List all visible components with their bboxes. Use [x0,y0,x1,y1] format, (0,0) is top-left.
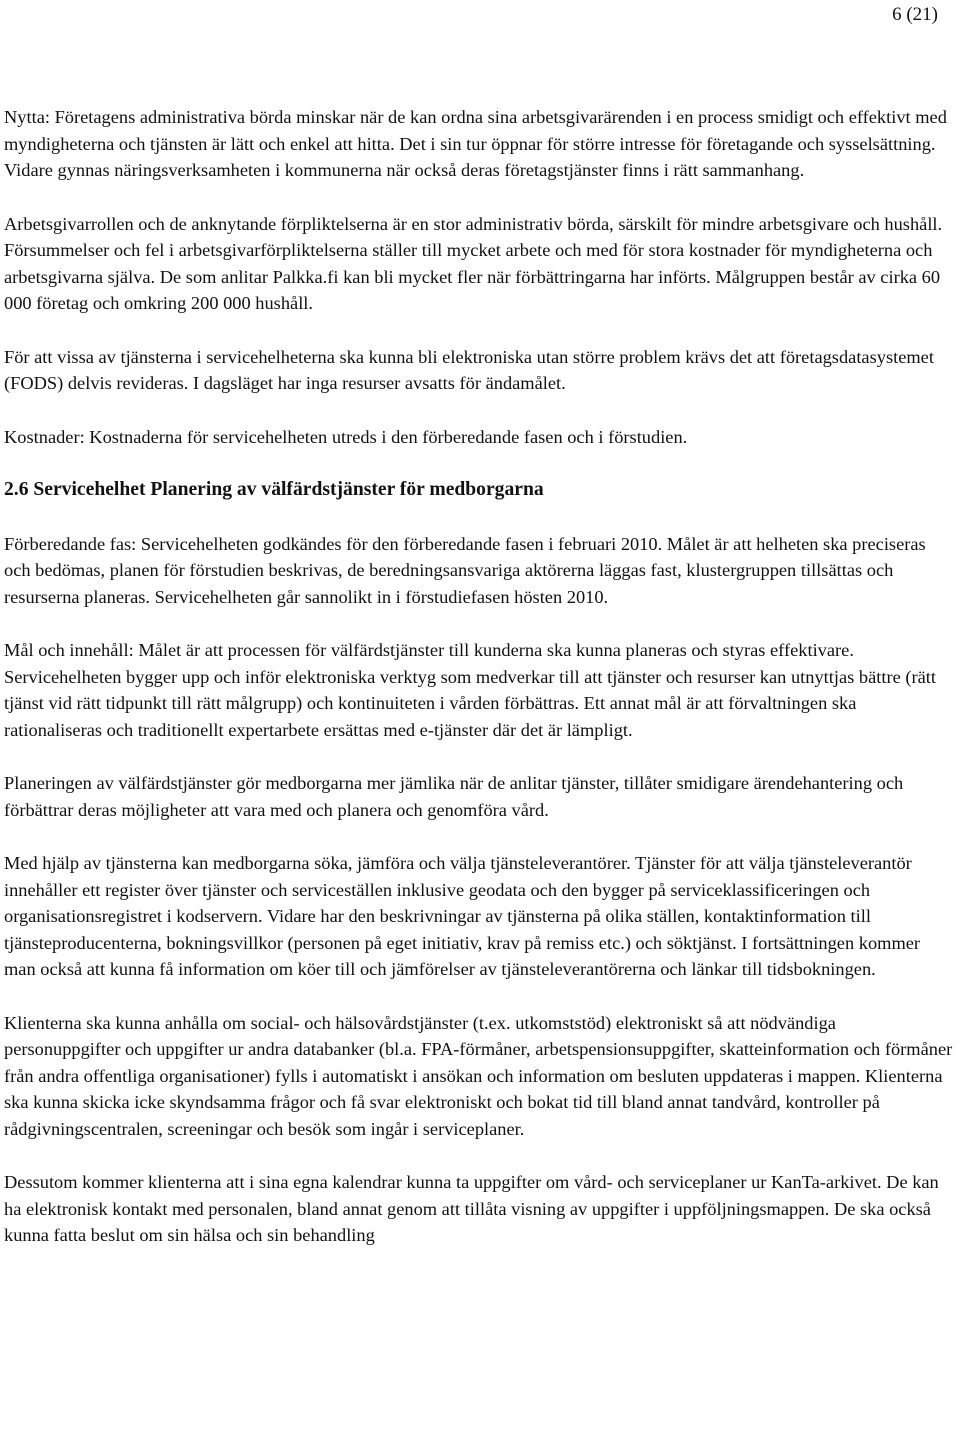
paragraph-arbetsgivarrollen: Arbetsgivarrollen och de anknytande förpliktelserna är en stor administrativ börda, särskilt för mindre arbetsgivare och hushåll. Försummelser och fel i arbetsgivarförpliktelserna ställer till mycket arbete och med för stora kostnader för myndigheterna och arbetsgivarna själva. De som anlitar Palkka.fi kan bli mycket fler när förbättringarna har införts. Målgruppen består av cirka 60 000 företag och omkring 200 000 hushåll. [4,213,943,313]
paragraph-kostnader: Kostnader: Kostnaderna för servicehelheten utreds i den förberedande fasen och i förstudien. [4,426,688,447]
paragraph-forberedande-fas: Förberedande fas: Servicehelheten godkändes för den förberedande fasen i februari 2010. Målet är att helheten ska preciseras och bedömas, planen för förstudien beskrivas, de beredningsansvariga aktörerna läggas fast, klustergruppen tillsättas och resurserna planeras. Servicehelheten går sannolikt in i förstudiefasen hösten 2010. [4,533,926,607]
paragraph-nytta: Nytta: Företagens administrativa börda minskar när de kan ordna sina arbetsgivarärenden i en process smidigt och effektivt med myndigheterna och tjänsten är lätt och enkel att hitta. Det i sin tur öppnar för större intresse för företagande och sysselsättning. Vidare gynnas näringsverksamheten i kommunerna när också deras företagstjänster finns i rätt sammanhang. [4,107,947,180]
document-body [4,104,956,1249]
paragraph-fods: För att vissa av tjänsterna i servicehelheterna ska kunna bli elektroniska utan större problem krävs det att företagsdatasystemet (FODS) delvis revideras. I dagsläget har inga resurser avsatts för ändamålet. [4,346,934,393]
page-number: 6 (21) [892,4,938,25]
paragraph-mal-och-innehall: Mål och innehåll: Målet är att processen för välfärdstjänster till kunderna ska kunna planeras och styras effektivare. Servicehelheten bygger upp och inför elektroniska verktyg som medverkar till att tjänster och resurser kan utnyttjas bättre (rätt tjänst vid rätt tidpunkt till rätt målgrupp) och kontinuiteten i vården förbättras. Ett annat mål är att förvaltningen ska rationaliseras och traditionellt expertarbete ersättas med e-tjänster där det är lämpligt. [4,640,936,740]
paragraph-planeringen: Planeringen av välfärdstjänster gör medborgarna mer jämlika när de anlitar tjänster, tillåter smidigare ärendehantering och förbättrar deras möjligheter att vara med och planera och genomföra vård. [4,773,904,820]
section-heading: 2.6 Servicehelhet Planering av välfärdstjänster för medborgarna [4,479,544,500]
paragraph-klienterna: Klienterna ska kunna anhålla om social- och hälsovårdstjänster (t.ex. utkomststöd) elektroniskt så att nödvändiga personuppgifter och uppgifter ur andra databanker (bl.a. FPA-förmåner, arbetspensionsuppgifter, skatteinformation och förmåner från andra offentliga organisationer) fylls i automatiskt i ansökan och information om besluten uppdateras i mappen. Klienterna ska kunna skicka icke skyndsamma frågor och få svar elektroniskt och bokat tid till bland annat tandvård, kontroller på rådgivningscentralen, screeningar och besök som ingår i serviceplaner. [4,1012,953,1139]
paragraph-med-hjalp: Med hjälp av tjänsterna kan medborgarna söka, jämföra och välja tjänsteleverantörer. Tjänster för att välja tjänsteleverantör innehåller ett register över tjänster och serviceställen inklusive geodata och den bygger på serviceklassificeringen och organisationsregistret i kodservern. Vidare har den beskrivningar av tjänsterna på olika ställen, kontaktinformation till tjänsteproducenterna, bokningsvillkor (personen på eget initiativ, krav på remiss etc.) och söktjänst. I fortsättningen kommer man också att kunna få information om köer till och jämförelser av tjänsteleverantörerna och länkar till tidsbokningen. [4,853,921,979]
paragraph-dessutom: Dessutom kommer klienterna att i sina egna kalendrar kunna ta uppgifter om vård- och serviceplaner ur KanTa-arkivet. De kan ha elektronisk kontakt med personalen, bland annat genom att tillåta visning av uppgifter i uppföljningsmappen. De ska också kunna fatta beslut om sin hälsa och sin behandling [4,1172,939,1245]
